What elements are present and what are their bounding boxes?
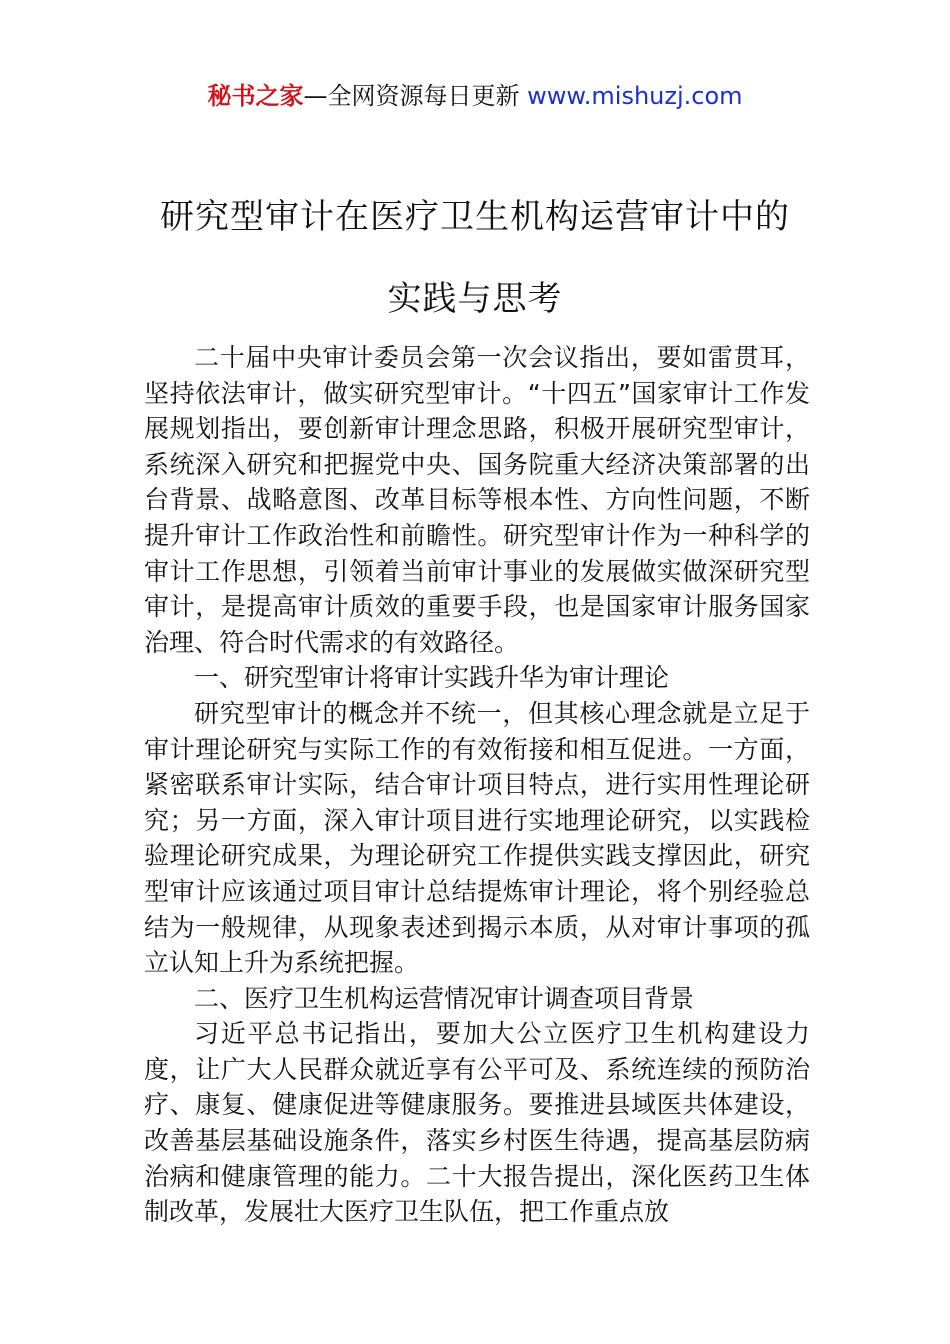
section-heading: 二、医疗卫生机构运营情况审计调查项目背景 [194,983,695,1013]
body-paragraph: 习近平总书记指出，要加大公立医疗卫生机构建设力度，让广大人民群众就近享有公平可及、系统连续的预防治疗、康复、健康促进等健康服务。要推进县域医共体建设，改善基层基础设施条件，落实乡村医生待遇，提高基层防病治病和健康管理的能力。二十大报告提出，深化医药卫生体制改革，发展壮大医疗卫生队伍，把工作重点放 [144,1019,810,1227]
site-header [0,78,950,114]
section-heading: 一、研究型审计将审计实践升华为审计理论 [194,663,670,693]
document-title [0,176,950,340]
brand-name: 秘书之家 [207,82,304,110]
title-line-2: 实践与思考 [387,279,563,319]
body-paragraph: 二十届中央审计委员会第一次会议指出，要如雷贯耳，坚持依法审计，做实研究型审计。“十四五”国家审计工作发展规划指出，要创新审计理念思路，积极开展研究型审计，系统深入研究和把握党中央、国务院重大经济决策部署的出台背景、战略意图、改革目标等根本性、方向性问题，不断提升审计工作政治性和前瞻性。研究型审计作为一种科学的审计工作思想，引领着当前审计事业的发展做实做深研究型审计，是提高审计质效的重要手段，也是国家审计服务国家治理、符合时代需求的有效路径。 [144,343,810,657]
body-paragraph: 研究型审计的概念并不统一，但其核心理念就是立足于审计理论研究与实际工作的有效衔接和相互促进。一方面，紧密联系审计实际，结合审计项目特点，进行实用性理论研究；另一方面，深入审计项目进行实地理论研究，以实践检验理论研究成果，为理论研究工作提供实践支撑因此，研究型审计应该通过项目审计总结提炼审计理论，将个别经验总结为一般规律，从现象表述到揭示本质，从对审计事项的孤立认知上升为系统把握。 [144,698,810,978]
site-url[interactable]: www.mishuzj.com [527,82,743,110]
title-line-1: 研究型审计在医疗卫生机构运营审计中的 [160,197,790,237]
header-tagline: —全网资源每日更新 [303,82,528,110]
document-body [144,340,810,1230]
